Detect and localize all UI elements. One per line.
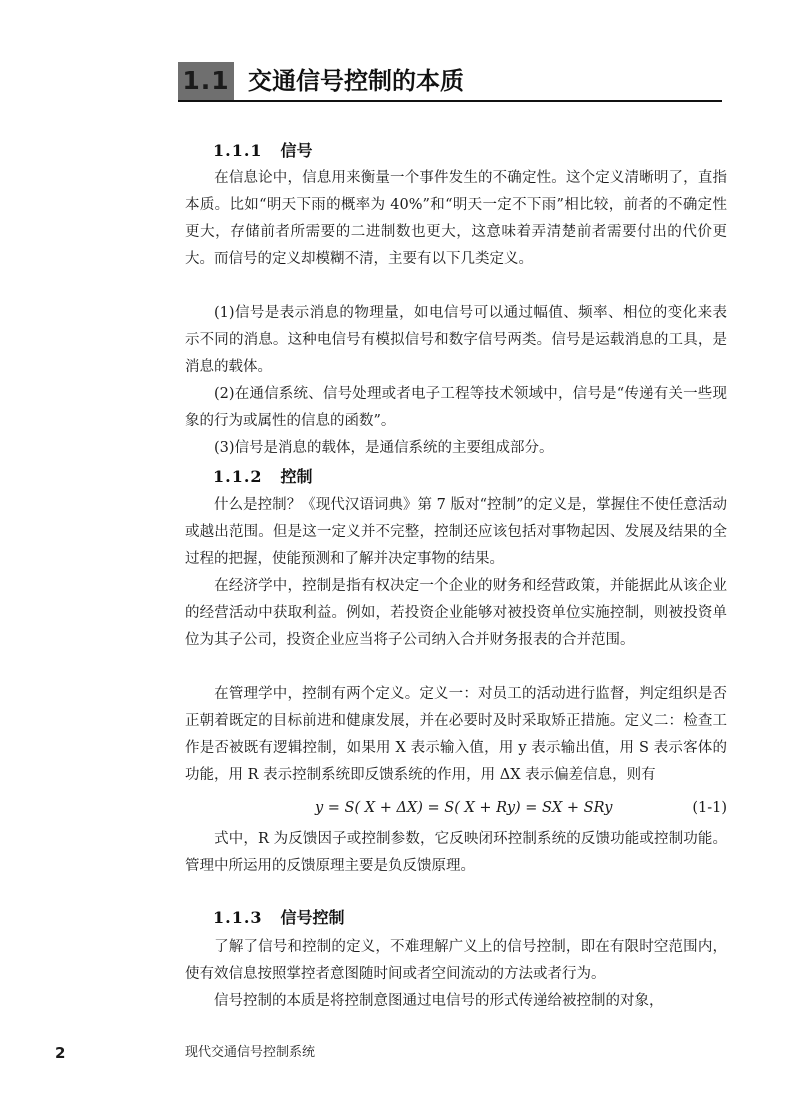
paragraph: 什么是控制？《现代汉语词典》第 7 版对“控制”的定义是，掌握住不使任意活动或越出范围。但是这一定义并不完整，控制还应该包括对事物起因、发展及结果的全过程的把握，使能预测和了解并决定事物的结果。 — [185, 497, 727, 567]
paragraph: (2)在通信系统、信号处理或者电子工程等技术领域中，信号是“传递有关一些现象的行为或属性的信息的函数”。 — [185, 386, 727, 429]
chapter-rule — [178, 100, 722, 102]
equation-number: (1-1) — [692, 800, 727, 816]
section-heading — [213, 906, 345, 930]
paragraph: (1)信号是表示消息的物理量，如电信号可以通过幅值、频率、相位的变化来表示不同的消息。这种电信号有模拟信号和数字信号两类。信号是运载消息的工具，是消息的载体。 — [185, 305, 727, 375]
section-heading — [213, 139, 313, 163]
paragraph: 式中，R 为反馈因子或控制参数，它反映闭环控制系统的反馈功能或控制功能。管理中所运用的反馈原理主要是负反馈原理。 — [185, 831, 727, 874]
section-number: 1.1.2 — [213, 467, 263, 486]
paragraph: (3)信号是消息的载体，是通信系统的主要组成部分。 — [214, 440, 554, 456]
section-title: 信号控制 — [280, 908, 345, 927]
paragraph: 在管理学中，控制有两个定义。定义一：对员工的活动进行监督，判定组织是否正朝着既定的目标前进和健康发展，并在必要时及时采取矫正措施。定义二：检查工作是否被既有逻辑控制，如果用 X 表示输入值，用 y 表示输出值，用 S 表示客体的功能，用 R 表示控制系统即反馈系统的作用，用 ΔX 表示偏差信息，则有 — [185, 686, 727, 783]
paragraph: 了解了信号和控制的定义，不难理解广义上的信号控制，即在有限时空范围内，使有效信息按照掌控者意图随时间或者空间流动的方法或者行为。 — [185, 939, 727, 982]
equation — [185, 795, 727, 822]
section-heading — [213, 465, 313, 489]
section-title: 控制 — [280, 467, 313, 486]
page-number: 2 — [55, 1044, 66, 1062]
section-number: 1.1.3 — [213, 908, 263, 927]
chapter-header — [178, 62, 722, 102]
paragraph: 在信息论中，信息用来衡量一个事件发生的不确定性。这个定义清晰明了，直指本质。比如“明天下雨的概率为 40%”和“明天一定不下雨”相比较，前者的不确定性更大，存储前者所需要的二进制数也更大，这意味着弄清楚前者需要付出的代价更大。而信号的定义却模糊不清，主要有以下几类定义。 — [185, 170, 727, 267]
paragraph: 在经济学中，控制是指有权决定一个企业的财务和经营政策，并能据此从该企业的经营活动中获取利益。例如，若投资企业能够对被投资单位实施控制，则被投资单位为其子公司，投资企业应当将子公司纳入合并财务报表的合并范围。 — [185, 578, 727, 648]
section-number: 1.1.1 — [213, 141, 263, 160]
running-footer-title: 现代交通信号控制系统 — [185, 1045, 316, 1060]
equation-expression: y = S( X + ΔX) = S( X + Ry) = SX + SRy — [315, 800, 613, 816]
section-title: 信号 — [280, 141, 313, 160]
chapter-number: 1.1 — [178, 62, 234, 100]
chapter-title: 交通信号控制的本质 — [248, 67, 464, 95]
paragraph: 信号控制的本质是将控制意图通过电信号的形式传递给被控制的对象， — [214, 993, 664, 1009]
